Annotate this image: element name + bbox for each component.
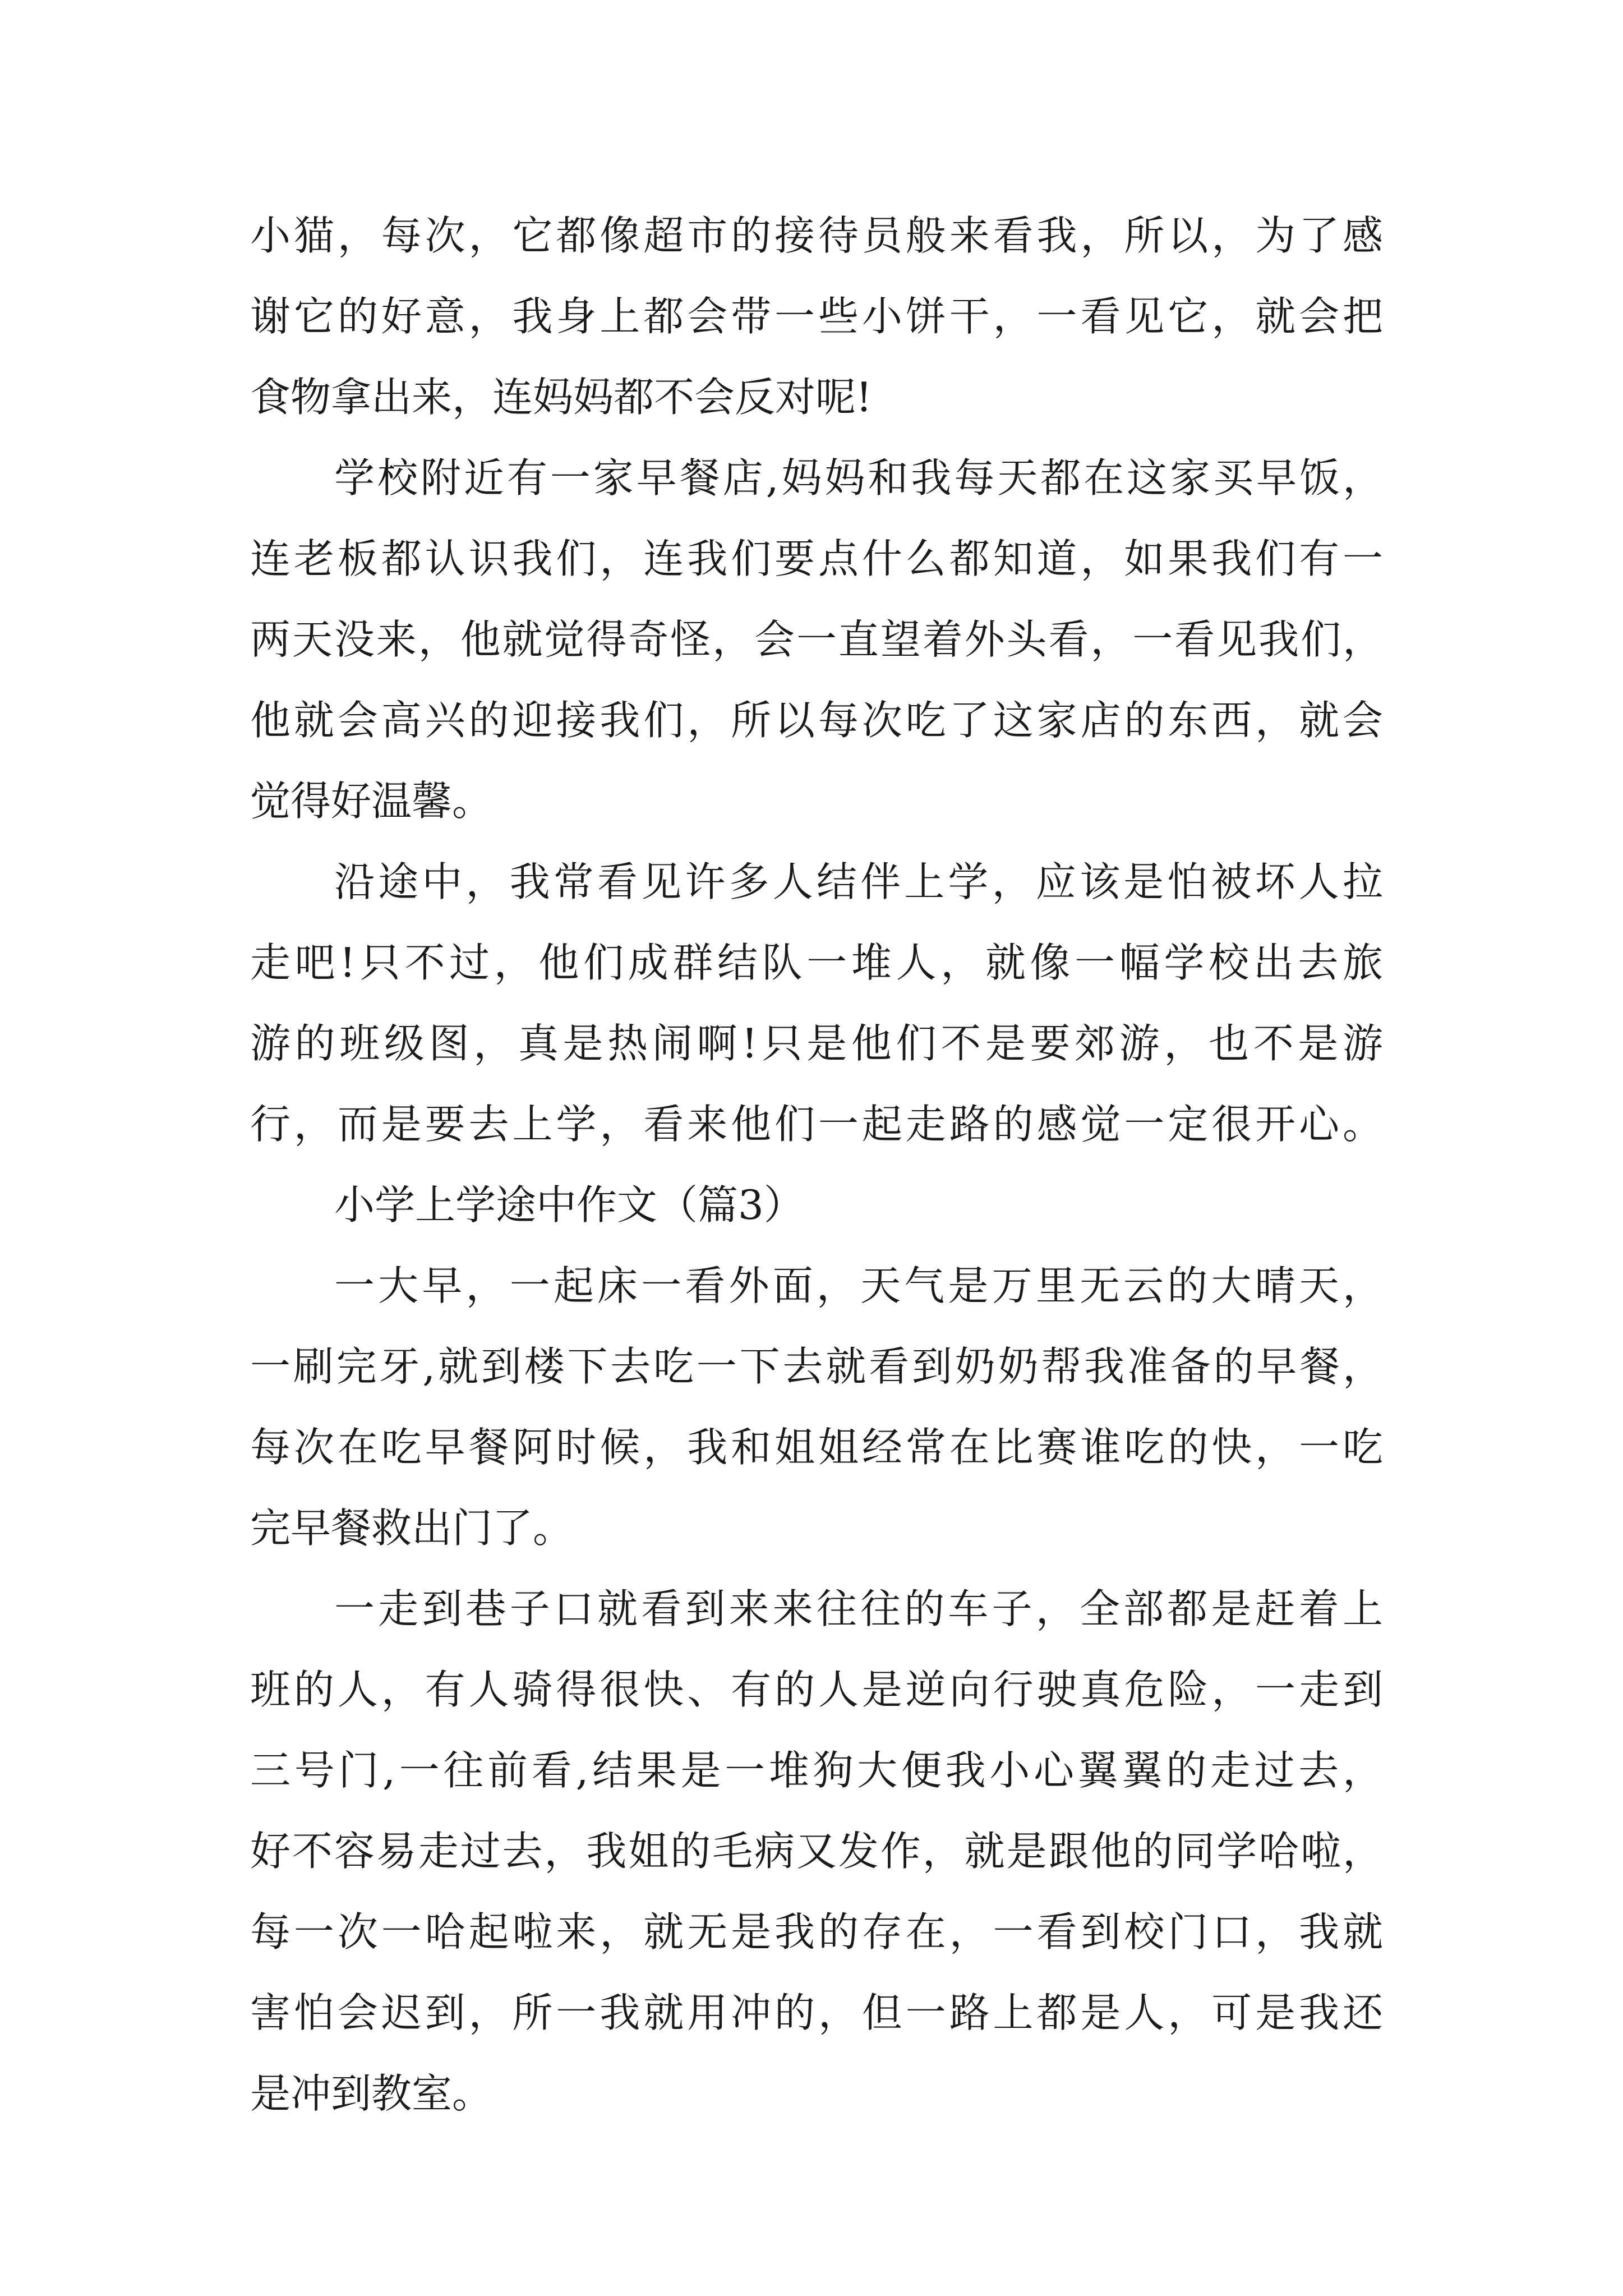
paragraph-line: 游的班级图，真是热闹啊!只是他们不是要郊游，也不是游 [250,1020,1383,1067]
paragraph-line: 他就会高兴的迎接我们，所以每次吃了这家店的东西，就会 [250,697,1383,744]
paragraph-line: 两天没来，他就觉得奇怪，会一直望着外头看，一看见我们， [250,616,1383,663]
paragraph-line: 好不容易走过去，我姐的毛病又发作，就是跟他的同学哈啦， [250,1828,1383,1875]
paragraph-line: 一走到巷子口就看到来来往往的车子，全部都是赶着上 [334,1585,1383,1632]
paragraph-line: 小猫，每次，它都像超市的接待员般来看我，所以，为了感 [250,212,1383,259]
section-heading: 小学上学途中作文（篇3） [334,1181,804,1228]
paragraph-line: 学校附近有一家早餐店,妈妈和我每天都在这家买早饭， [334,454,1383,501]
paragraph-line: 谢它的好意，我身上都会带一些小饼干，一看见它，就会把 [250,293,1383,340]
document-body [250,195,1383,2134]
paragraph-line: 走吧!只不过，他们成群结队一堆人，就像一幅学校出去旅 [250,939,1383,986]
paragraph-line: 班的人，有人骑得很快、有的人是逆向行驶真危险，一走到 [250,1666,1383,1713]
paragraph-line: 一大早，一起床一看外面，天气是万里无云的大晴天， [334,1262,1383,1309]
paragraph-line: 沿途中，我常看见许多人结伴上学，应该是怕被坏人拉 [334,858,1383,905]
paragraph-line: 每一次一哈起啦来，就无是我的存在，一看到校门口，我就 [250,1908,1383,1955]
paragraph-line: 每次在吃早餐阿时候，我和姐姐经常在比赛谁吃的快，一吃 [250,1424,1383,1471]
paragraph-line: 一刷完牙,就到楼下去吃一下去就看到奶奶帮我准备的早餐， [250,1343,1383,1390]
paragraph-line: 觉得好温馨。 [250,777,493,825]
paragraph-line: 害怕会迟到，所一我就用冲的，但一路上都是人，可是我还 [250,1989,1383,2036]
paragraph-line: 完早餐救出门了。 [250,1504,574,1552]
paragraph-line: 食物拿出来，连妈妈都不会反对呢! [250,374,872,421]
paragraph-line: 是冲到教室。 [250,2070,493,2117]
paragraph-line: 连老板都认识我们，连我们要点什么都知道，如果我们有一 [250,535,1383,582]
paragraph-line: 三号门,一往前看,结果是一堆狗大便我小心翼翼的走过去， [250,1747,1383,1794]
paragraph-line: 行，而是要去上学，看来他们一起走路的感觉一定很开心。 [250,1101,1383,1148]
